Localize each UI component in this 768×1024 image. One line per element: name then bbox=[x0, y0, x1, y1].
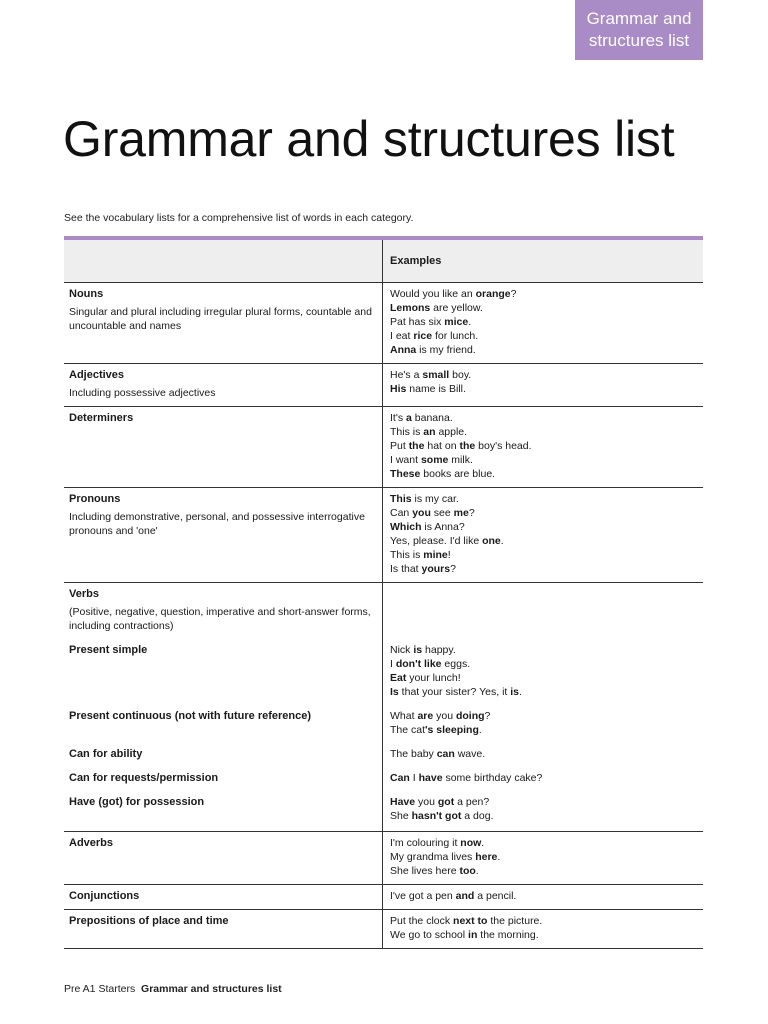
category-cell bbox=[64, 885, 383, 909]
example-text: . bbox=[500, 535, 504, 547]
section-tab-line2: structures list bbox=[588, 31, 690, 50]
example-text: are yellow. bbox=[430, 302, 483, 314]
example-text: Nick bbox=[390, 644, 414, 656]
example-line bbox=[390, 850, 697, 864]
example-keyword: These bbox=[390, 468, 421, 480]
example-text: happy. bbox=[422, 644, 456, 656]
page-title: Grammar and structures list bbox=[63, 111, 675, 167]
category-cell bbox=[64, 283, 383, 363]
example-text: This is bbox=[390, 426, 424, 438]
example-text: ! bbox=[447, 549, 451, 561]
example-keyword: 's sleeping bbox=[425, 724, 479, 736]
example-text: a pen? bbox=[454, 796, 490, 808]
example-text: It's bbox=[390, 412, 407, 424]
category-label: Determiners bbox=[69, 412, 134, 424]
example-keyword: some bbox=[420, 454, 449, 466]
example-keyword: Is bbox=[390, 686, 399, 698]
table-body-top bbox=[64, 283, 703, 583]
example-line bbox=[390, 889, 697, 903]
example-text: ? bbox=[468, 507, 475, 519]
grammar-table bbox=[64, 236, 703, 949]
example-line bbox=[390, 709, 697, 723]
example-line bbox=[390, 492, 697, 506]
example-keyword: in bbox=[468, 929, 478, 941]
category-label: Verbs bbox=[69, 588, 99, 600]
example-text: the morning. bbox=[477, 929, 539, 941]
example-line bbox=[390, 287, 697, 301]
example-text: you bbox=[433, 710, 456, 722]
example-line bbox=[390, 534, 697, 548]
example-text: see bbox=[430, 507, 454, 519]
example-text: He's a bbox=[390, 369, 423, 381]
example-text: I've got a pen bbox=[390, 890, 456, 902]
examples-cell bbox=[383, 639, 703, 703]
example-text: We go to school bbox=[390, 929, 469, 941]
verb-subrow bbox=[64, 789, 703, 831]
example-keyword: is bbox=[413, 644, 423, 656]
category-cell bbox=[64, 910, 383, 948]
example-text: Yes, please. I'd like bbox=[390, 535, 483, 547]
example-line bbox=[390, 411, 697, 425]
example-line bbox=[390, 723, 697, 737]
category-label: Pronouns bbox=[69, 493, 121, 505]
table-row bbox=[64, 364, 703, 407]
example-keyword: small bbox=[422, 369, 450, 381]
example-text: books are blue. bbox=[420, 468, 496, 480]
examples-cell bbox=[383, 364, 703, 406]
verbs-subcategories bbox=[64, 639, 703, 831]
table-row bbox=[64, 885, 703, 910]
example-text: She lives here bbox=[390, 865, 460, 877]
verb-subcategory-cell bbox=[64, 741, 383, 765]
example-text: is my car. bbox=[411, 493, 459, 505]
example-line bbox=[390, 382, 697, 396]
category-label: Conjunctions bbox=[69, 890, 140, 902]
example-keyword: the bbox=[408, 440, 425, 452]
verb-subcategory-label: Present simple bbox=[69, 644, 148, 656]
example-text: ? bbox=[510, 288, 517, 300]
example-text: apple. bbox=[435, 426, 468, 438]
example-line bbox=[390, 315, 697, 329]
example-text: some birthday cake? bbox=[442, 772, 543, 784]
example-line bbox=[390, 467, 697, 481]
example-line bbox=[390, 439, 697, 453]
table-row bbox=[64, 832, 703, 885]
examples-cell bbox=[383, 789, 703, 831]
example-keyword: don't like bbox=[395, 658, 442, 670]
example-line bbox=[390, 343, 697, 357]
verb-subrow bbox=[64, 741, 703, 765]
examples-cell bbox=[383, 407, 703, 487]
example-text: for lunch. bbox=[432, 330, 479, 342]
example-keyword: Anna bbox=[390, 344, 417, 356]
category-label: Adjectives bbox=[69, 369, 125, 381]
example-keyword: have bbox=[418, 772, 443, 784]
example-keyword: hasn't got bbox=[411, 810, 462, 822]
example-text: you bbox=[415, 796, 438, 808]
example-line bbox=[390, 836, 697, 850]
example-text: your lunch! bbox=[406, 672, 461, 684]
section-tab-line1: Grammar and bbox=[586, 9, 692, 28]
example-line bbox=[390, 453, 697, 467]
example-keyword: doing bbox=[455, 710, 485, 722]
example-line bbox=[390, 562, 697, 576]
example-text: The cat bbox=[390, 724, 426, 736]
example-text: . bbox=[478, 724, 482, 736]
verb-subrow bbox=[64, 703, 703, 741]
example-line bbox=[390, 928, 697, 942]
table-body-bottom bbox=[64, 832, 703, 949]
example-text: I eat bbox=[390, 330, 414, 342]
example-text: My grandma lives bbox=[390, 851, 476, 863]
verb-subcategory-cell bbox=[64, 639, 383, 703]
example-keyword: you bbox=[412, 507, 431, 519]
example-line bbox=[390, 520, 697, 534]
example-text: . bbox=[468, 316, 472, 328]
example-keyword: too bbox=[459, 865, 476, 877]
verbs-examples-empty bbox=[383, 583, 703, 639]
example-text: boy's head. bbox=[475, 440, 532, 452]
example-text: banana. bbox=[411, 412, 453, 424]
example-line bbox=[390, 329, 697, 343]
examples-cell bbox=[383, 283, 703, 363]
example-text: The baby bbox=[390, 748, 437, 760]
example-keyword: Eat bbox=[390, 672, 407, 684]
example-text: What bbox=[390, 710, 418, 722]
example-keyword: yours bbox=[421, 563, 451, 575]
example-keyword: now bbox=[460, 837, 482, 849]
verb-subcategory-cell bbox=[64, 789, 383, 831]
examples-cell bbox=[383, 488, 703, 582]
example-line bbox=[390, 657, 697, 671]
verb-subrow bbox=[64, 765, 703, 789]
example-line bbox=[390, 747, 697, 761]
examples-cell bbox=[383, 741, 703, 765]
verbs-cell bbox=[64, 583, 383, 639]
example-keyword: mice bbox=[444, 316, 469, 328]
example-line bbox=[390, 685, 697, 699]
category-description: (Positive, negative, question, imperative and short-answer forms, including contractions) bbox=[69, 606, 371, 632]
example-text: . bbox=[497, 851, 501, 863]
example-keyword: me bbox=[453, 507, 469, 519]
example-text: Is that bbox=[390, 563, 422, 575]
example-line bbox=[390, 643, 697, 657]
table-row bbox=[64, 910, 703, 949]
examples-cell bbox=[383, 832, 703, 884]
examples-cell bbox=[383, 765, 703, 789]
example-line bbox=[390, 771, 697, 785]
example-text: Can bbox=[390, 507, 413, 519]
verb-subcategory-label: Can for ability bbox=[69, 748, 143, 760]
example-text: name is Bill. bbox=[406, 383, 466, 395]
example-line bbox=[390, 301, 697, 315]
example-keyword: rice bbox=[413, 330, 433, 342]
table-row-verbs bbox=[64, 583, 703, 832]
category-label: Adverbs bbox=[69, 837, 114, 849]
category-cell bbox=[64, 364, 383, 406]
example-line bbox=[390, 425, 697, 439]
verb-subcategory-label: Can for requests/permission bbox=[69, 772, 219, 784]
example-keyword: This bbox=[390, 493, 412, 505]
example-line bbox=[390, 809, 697, 823]
table-row bbox=[64, 407, 703, 488]
example-keyword: an bbox=[423, 426, 436, 438]
table-row bbox=[64, 283, 703, 364]
example-keyword: Can bbox=[390, 772, 410, 784]
example-keyword: here bbox=[475, 851, 498, 863]
section-tab bbox=[575, 0, 703, 60]
example-keyword: orange bbox=[475, 288, 511, 300]
example-text: ? bbox=[450, 563, 456, 575]
example-text: that your sister? Yes, it bbox=[398, 686, 511, 698]
example-keyword: mine bbox=[423, 549, 448, 561]
examples-cell bbox=[383, 703, 703, 741]
example-line bbox=[390, 548, 697, 562]
category-description: Singular and plural including irregular plural forms, countable and uncountable and names bbox=[69, 306, 372, 332]
example-text: wave. bbox=[454, 748, 486, 760]
table-row bbox=[64, 488, 703, 583]
example-text: I bbox=[409, 772, 419, 784]
footer-prefix: Pre A1 Starters bbox=[64, 983, 136, 995]
example-line bbox=[390, 368, 697, 382]
examples-cell bbox=[383, 885, 703, 909]
example-keyword: is bbox=[510, 686, 520, 698]
example-text: I'm colouring it bbox=[390, 837, 461, 849]
example-line bbox=[390, 914, 697, 928]
example-keyword: and bbox=[455, 890, 475, 902]
category-label: Nouns bbox=[69, 288, 104, 300]
example-text: Pat has six bbox=[390, 316, 445, 328]
example-text: Put the clock bbox=[390, 915, 454, 927]
example-keyword: Have bbox=[390, 796, 416, 808]
category-label: Prepositions of place and time bbox=[69, 915, 229, 927]
footer-title: Grammar and structures list bbox=[141, 983, 282, 995]
header-cell-empty bbox=[64, 240, 383, 282]
example-text: boy. bbox=[449, 369, 472, 381]
example-text: ? bbox=[484, 710, 491, 722]
example-line bbox=[390, 864, 697, 878]
example-text: This is bbox=[390, 549, 424, 561]
example-keyword: His bbox=[390, 383, 407, 395]
example-text: a dog. bbox=[461, 810, 494, 822]
example-line bbox=[390, 795, 697, 809]
example-keyword: Lemons bbox=[390, 302, 431, 314]
example-keyword: can bbox=[436, 748, 455, 760]
category-description: Including possessive adjectives bbox=[69, 387, 216, 399]
example-text: hat on bbox=[424, 440, 460, 452]
example-text: She bbox=[390, 810, 412, 822]
example-text: . bbox=[475, 865, 479, 877]
example-line bbox=[390, 671, 697, 685]
example-text: . bbox=[519, 686, 522, 698]
example-keyword: Which bbox=[390, 521, 422, 533]
header-examples: Examples bbox=[390, 255, 442, 267]
examples-cell bbox=[383, 910, 703, 948]
example-keyword: the bbox=[459, 440, 476, 452]
example-text: eggs. bbox=[441, 658, 471, 670]
page-footer bbox=[64, 983, 282, 995]
category-description: Including demonstrative, personal, and possessive interrogative pronouns and 'one' bbox=[69, 511, 365, 537]
example-text: I bbox=[390, 658, 396, 670]
example-text: Would you like an bbox=[390, 288, 476, 300]
example-text: Put bbox=[390, 440, 409, 452]
example-text: the picture. bbox=[487, 915, 543, 927]
verb-subcategory-label: Present continuous (not with future reference) bbox=[69, 710, 312, 722]
category-cell bbox=[64, 832, 383, 884]
verb-subcategory-label: Have (got) for possession bbox=[69, 796, 205, 808]
example-keyword: a bbox=[406, 412, 412, 424]
example-keyword: are bbox=[417, 710, 434, 722]
category-cell bbox=[64, 407, 383, 487]
category-cell bbox=[64, 488, 383, 582]
example-text: is my friend. bbox=[416, 344, 476, 356]
intro-text: See the vocabulary lists for a comprehensive list of words in each category. bbox=[64, 212, 414, 224]
example-text: I want bbox=[390, 454, 421, 466]
example-keyword: got bbox=[437, 796, 455, 808]
example-text: a pencil. bbox=[474, 890, 517, 902]
example-text: . bbox=[481, 837, 485, 849]
table-header-row bbox=[64, 240, 703, 283]
verb-subrow bbox=[64, 639, 703, 703]
example-line bbox=[390, 506, 697, 520]
verb-subcategory-cell bbox=[64, 765, 383, 789]
example-keyword: one bbox=[482, 535, 501, 547]
example-keyword: next to bbox=[453, 915, 488, 927]
verb-subcategory-cell bbox=[64, 703, 383, 741]
example-text: milk. bbox=[448, 454, 473, 466]
example-text: is Anna? bbox=[421, 521, 465, 533]
